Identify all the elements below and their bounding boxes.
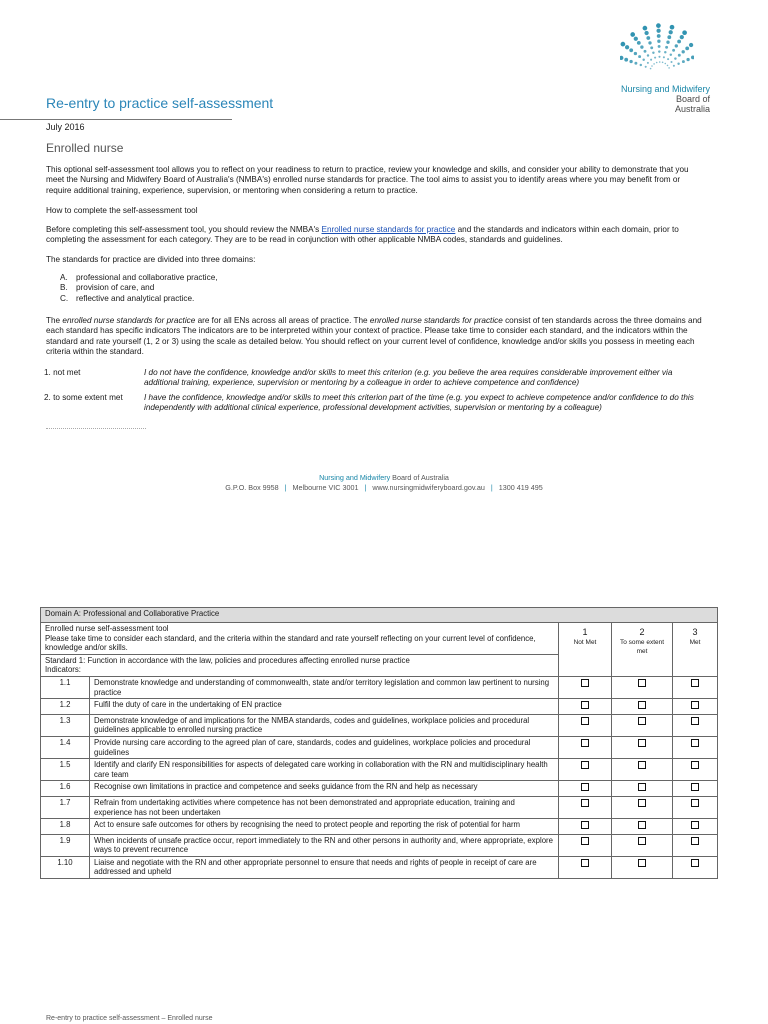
rating-checkbox-met[interactable] xyxy=(691,717,699,725)
wing-icon xyxy=(620,6,694,80)
indicator-number: 1.8 xyxy=(41,819,90,835)
table-row xyxy=(41,856,718,878)
indicator-number: 1.2 xyxy=(41,699,90,715)
how-to-heading: How to complete the self-assessment tool xyxy=(46,206,198,215)
publication-date: July 2016 xyxy=(46,122,85,132)
table-row xyxy=(41,699,718,715)
rating-checkbox-not-met[interactable] xyxy=(581,821,589,829)
table-row xyxy=(41,759,718,781)
rating-cell-not-met xyxy=(559,736,612,758)
indicator-text: Act to ensure safe outcomes for others by recognising the need to protect people and reporting the risk of potential for harm xyxy=(90,819,559,835)
website-link[interactable]: www.nursingmidwiferyboard.gov.au xyxy=(372,483,485,492)
tool-description xyxy=(41,623,559,655)
rating-checkbox-some-extent[interactable] xyxy=(638,821,646,829)
rating-checkbox-met[interactable] xyxy=(691,799,699,807)
assessment-table xyxy=(40,607,718,879)
address-brand: Nursing and Midwifery Board of Australia xyxy=(319,473,449,482)
intro-paragraph: This optional self-assessment tool allows you to reflect on your readiness to return to practice, review your knowledge and skills, and consider your ability to demonstrate that you meet the Nursing and Midwifery Board of Australia's (NMBA's) enrolled nurse standards for practice. The tool aims to assist you to identify areas where you may benefit from or require additional training, experience, supervision, or mentoring when considering a return to practice. xyxy=(46,165,689,195)
page-footer: Re-entry to practice self-assessment – Enrolled nurse xyxy=(46,1015,213,1022)
nmba-logo xyxy=(612,6,762,114)
rating-cell-some-extent xyxy=(612,856,673,878)
rating-cell-met xyxy=(673,834,718,856)
standard-title: Standard 1: Function in accordance with the law, policies and procedures affecting enrolled nurse practice xyxy=(45,655,410,665)
rating-cell-not-met xyxy=(559,819,612,835)
rating-cell-met xyxy=(673,714,718,736)
indicator-number: 1.1 xyxy=(41,676,90,698)
rating-checkbox-not-met[interactable] xyxy=(581,701,589,709)
standard-heading xyxy=(41,654,559,676)
logo-line1: Nursing and Midwifery xyxy=(620,84,710,94)
rating-checkbox-some-extent[interactable] xyxy=(638,799,646,807)
rating-checkbox-some-extent[interactable] xyxy=(638,783,646,791)
rating-cell-met xyxy=(673,699,718,715)
column-header-not-met: 1 Not Met xyxy=(559,623,612,677)
domain-header: Domain A: Professional and Collaborative Practice xyxy=(41,608,718,623)
page-title: Re-entry to practice self-assessment xyxy=(46,95,274,111)
indicator-text: Refrain from undertaking activities where competence has not been demonstrated and appropriate education, training and experience has not been undertaken xyxy=(90,796,559,818)
column-header-met: 3 Met xyxy=(673,623,718,677)
rating-cell-met xyxy=(673,819,718,835)
rating-cell-not-met xyxy=(559,699,612,715)
rating-cell-met xyxy=(673,796,718,818)
rating-cell-not-met xyxy=(559,781,612,797)
rating-checkbox-some-extent[interactable] xyxy=(638,679,646,687)
rating-checkbox-some-extent[interactable] xyxy=(638,739,646,747)
indicator-number: 1.3 xyxy=(41,714,90,736)
indicator-number: 1.10 xyxy=(41,856,90,878)
rating-cell-not-met xyxy=(559,759,612,781)
review-text-a: Before completing this self-assessment tool, you should review the NMBA's xyxy=(46,225,322,234)
rating-checkbox-not-met[interactable] xyxy=(581,837,589,845)
table-row xyxy=(41,714,718,736)
rating-cell-met xyxy=(673,676,718,698)
table-row xyxy=(41,796,718,818)
indicator-text: Identify and clarify EN responsibilities for aspects of delegated care working in collaboration with the RN and multidisciplinary health care team xyxy=(90,759,559,781)
indicator-number: 1.7 xyxy=(41,796,90,818)
title-divider xyxy=(0,119,232,120)
rating-checkbox-met[interactable] xyxy=(691,859,699,867)
list-item: A. professional and collaborative practice, xyxy=(60,273,218,282)
rating-checkbox-some-extent[interactable] xyxy=(638,761,646,769)
rating-cell-some-extent xyxy=(612,834,673,856)
table-row xyxy=(41,781,718,797)
rating-cell-met xyxy=(673,856,718,878)
address-line: G.P.O. Box 9958 | Melbourne VIC 3001 | www.nursingmidwiferyboard.gov.au | 1300 419 495 xyxy=(225,483,543,492)
rating-checkbox-met[interactable] xyxy=(691,837,699,845)
indicator-text: Fulfil the duty of care in the undertaking of EN practice xyxy=(90,699,559,715)
table-row xyxy=(41,736,718,758)
indicator-text: Demonstrate knowledge and understanding of commonwealth, state and/or territory legislation and common law pertinent to nursing practice xyxy=(90,676,559,698)
indicator-number: 1.4 xyxy=(41,736,90,758)
rating-cell-some-extent xyxy=(612,714,673,736)
table-row xyxy=(41,834,718,856)
rating-checkbox-not-met[interactable] xyxy=(581,783,589,791)
rating-cell-some-extent xyxy=(612,676,673,698)
rating-cell-met xyxy=(673,781,718,797)
domain-list xyxy=(46,273,218,304)
rating-checkbox-some-extent[interactable] xyxy=(638,701,646,709)
domains-intro: The standards for practice are divided into three domains: xyxy=(46,255,256,264)
rating-checkbox-not-met[interactable] xyxy=(581,799,589,807)
rating-cell-some-extent xyxy=(612,796,673,818)
rating-cell-some-extent xyxy=(612,759,673,781)
rating-cell-some-extent xyxy=(612,781,673,797)
indicator-number: 1.5 xyxy=(41,759,90,781)
indicator-text: When incidents of unsafe practice occur, report immediately to the RN and other persons in authority and, where appropriate, explore ways to prevent recurrence xyxy=(90,834,559,856)
rating-checkbox-not-met[interactable] xyxy=(581,859,589,867)
standards-paragraph: The enrolled nurse standards for practice are for all ENs across all areas of practice. The enrolled nurse standards for practice consist of ten standards across the three domains and each standard has specific indicators The indicators are to be interpreted within your context of practice. Please take time to consider each standard, and the indicators within the standard and rate yourself (1, 2 or 3) using the scale as detailed below. You should reflect on your current level of confidence, knowledge and/or skills you possess in meeting each criteria within the standard. xyxy=(46,316,702,357)
page-subtitle: Enrolled nurse xyxy=(46,141,124,155)
list-item: B. provision of care, and xyxy=(60,283,155,293)
list-item: C. reflective and analytical practice. xyxy=(60,293,195,303)
rating-checkbox-met[interactable] xyxy=(691,679,699,687)
rating-cell-not-met xyxy=(559,856,612,878)
review-text-b: and the standards and indicators within each domain, prior to completing the assessment for each category. They are to be read in conjunction with other applicable NMBA codes, standards and guidelines. xyxy=(46,225,679,245)
table-row xyxy=(41,676,718,698)
table-row xyxy=(41,819,718,835)
review-paragraph xyxy=(46,225,706,246)
rating-checkbox-met[interactable] xyxy=(691,821,699,829)
scale-item-not-met: 1. not met I do not have the confidence, knowledge and/or skills to meet this criterion (e.g. you believe the area requires considerable improvement either via additional training, experience, supervision or mentoring by a colleague in order to achieve competence and confidence) xyxy=(44,368,673,388)
indicator-number: 1.6 xyxy=(41,781,90,797)
rating-checkbox-not-met[interactable] xyxy=(581,739,589,747)
indicator-text: Recognise own limitations in practice and competence and seeks guidance from the RN and help as necessary xyxy=(90,781,559,797)
logo-text xyxy=(621,84,710,114)
rating-checkbox-not-met[interactable] xyxy=(581,679,589,687)
rating-checkbox-some-extent[interactable] xyxy=(638,717,646,725)
scale-item-some-extent: 2. to some extent met I have the confidence, knowledge and/or skills to meet this criterion part of the time (e.g. you expect to achieve competence and/or confidence to do this independently with additional clinical experience, professional development activities, supervision or mentoring by a colleague) xyxy=(44,393,694,413)
rating-checkbox-not-met[interactable] xyxy=(581,717,589,725)
column-header-some-extent: 2 To some extent met xyxy=(612,623,673,677)
rating-cell-some-extent xyxy=(612,699,673,715)
rating-cell-met xyxy=(673,736,718,758)
rating-checkbox-some-extent[interactable] xyxy=(638,837,646,845)
rating-checkbox-met[interactable] xyxy=(691,701,699,709)
rating-checkbox-met[interactable] xyxy=(691,783,699,791)
rating-checkbox-some-extent[interactable] xyxy=(638,859,646,867)
logo-line2: Board of xyxy=(675,94,710,104)
rating-cell-some-extent xyxy=(612,819,673,835)
rating-cell-not-met xyxy=(559,834,612,856)
rating-cell-met xyxy=(673,759,718,781)
tool-title: Enrolled nurse self-assessment tool xyxy=(45,624,169,633)
rating-cell-not-met xyxy=(559,676,612,698)
rating-cell-some-extent xyxy=(612,736,673,758)
rating-checkbox-met[interactable] xyxy=(691,761,699,769)
indicator-text: Demonstrate knowledge of and implications for the NMBA standards, codes and guidelines, workplace policies and procedural guidelines applicable to enrolled nursing practice xyxy=(90,714,559,736)
indicator-text: Liaise and negotiate with the RN and other appropriate personnel to ensure that needs and rights of people in receipt of care are addressed and upheld xyxy=(90,856,559,878)
divider xyxy=(46,428,146,429)
rating-cell-not-met xyxy=(559,796,612,818)
tool-desc: Please take time to consider each standard, and the criteria within the standard and rate yourself reflecting on your current level of confidence, knowledge and/or skills. xyxy=(45,633,536,653)
indicator-number: 1.9 xyxy=(41,834,90,856)
rating-checkbox-not-met[interactable] xyxy=(581,761,589,769)
rating-cell-not-met xyxy=(559,714,612,736)
indicators-label: Indicators: xyxy=(45,665,81,675)
rating-checkbox-met[interactable] xyxy=(691,739,699,747)
standards-link[interactable]: Enrolled nurse standards for practice xyxy=(321,225,456,234)
logo-line3: Australia xyxy=(674,104,710,114)
indicator-text: Provide nursing care according to the agreed plan of care, standards, codes and guidelines, workplace policies and procedural guidelines xyxy=(90,736,559,758)
